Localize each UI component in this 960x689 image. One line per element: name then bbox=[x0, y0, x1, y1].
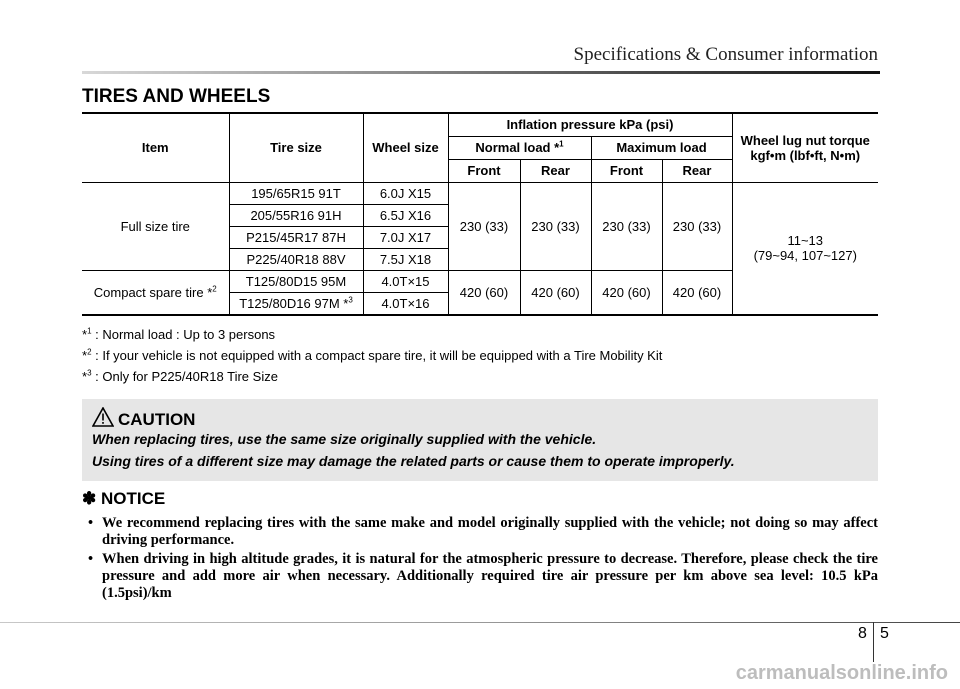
torque-value-line2: (79~94, 107~127) bbox=[753, 248, 857, 264]
full-size-label: Full size tire bbox=[82, 182, 229, 270]
full-max-front: 230 (33) bbox=[591, 182, 662, 270]
caution-header bbox=[92, 407, 195, 432]
wheel-size-cell: 4.0T×16 bbox=[363, 293, 448, 315]
warning-triangle-icon bbox=[92, 407, 114, 432]
section-title: TIRES AND WHEELS bbox=[82, 86, 271, 107]
footnotes bbox=[82, 324, 662, 387]
lug-torque-line2: kgf•m (lbf•ft, N•m) bbox=[750, 147, 861, 163]
tires-wheels-table bbox=[82, 112, 878, 316]
tire-size-cell: T125/80D15 95M bbox=[229, 271, 363, 293]
lug-torque-value bbox=[732, 182, 878, 315]
footer-rule bbox=[0, 622, 960, 623]
col-header-normal-front: Front bbox=[448, 159, 520, 182]
col-header-inflation: Inflation pressure kPa (psi) bbox=[448, 113, 732, 136]
table-row bbox=[82, 182, 878, 204]
wheel-size-cell: 7.0J X17 bbox=[363, 227, 448, 249]
notice-item: • We recommend replacing tires with the same make and model originally supplied with the vehicle; not doing so may affect driving performance. bbox=[88, 515, 878, 548]
col-header-item: Item bbox=[82, 113, 229, 182]
col-header-max-rear: Rear bbox=[662, 159, 732, 182]
spare-normal-front: 420 (60) bbox=[448, 271, 520, 315]
full-normal-front: 230 (33) bbox=[448, 182, 520, 270]
footnote-mark-2: 2 bbox=[212, 284, 217, 294]
tire-size-cell: P225/40R18 88V bbox=[229, 249, 363, 271]
page-number-divider bbox=[873, 622, 874, 662]
tire-size-cell: T125/80D16 97M *$^3$ bbox=[229, 293, 363, 315]
full-normal-rear: 230 (33) bbox=[520, 182, 591, 270]
col-header-lug-torque bbox=[732, 113, 878, 182]
notice-list bbox=[82, 515, 878, 604]
compact-spare-label: Compact spare tire *$^2$ bbox=[82, 271, 229, 315]
col-header-normal-load: Normal load *$^1$ bbox=[448, 136, 591, 159]
full-max-rear: 230 (33) bbox=[662, 182, 732, 270]
footnote-mark-3: 3 bbox=[348, 295, 353, 305]
footnote-1: *$^1$ : Normal load : Up to 3 persons bbox=[82, 326, 276, 342]
caution-line-2: Using tires of a different size may damage the related parts or cause them to operate improperly. bbox=[92, 453, 735, 469]
bullet-icon: • bbox=[88, 551, 94, 567]
page-number: 5 bbox=[880, 625, 889, 642]
col-header-tire-size: Tire size bbox=[229, 113, 363, 182]
lug-torque-line1: Wheel lug nut torque bbox=[740, 132, 870, 148]
caution-box bbox=[82, 399, 878, 481]
bullet-icon: • bbox=[88, 515, 94, 531]
wheel-size-cell: 6.0J X15 bbox=[363, 182, 448, 204]
notice-item: • When driving in high altitude grades, it is natural for the atmospheric pressure to decrease. Therefore, please check the tire pressure and add more air when necessary. Additionally required tire air pressure per km above sea level: 10.5 kPa (1.5psi)/km bbox=[88, 551, 878, 601]
footnote-mark-1: 1 bbox=[559, 139, 564, 149]
spare-max-front: 420 (60) bbox=[591, 271, 662, 315]
chapter-number: 8 bbox=[858, 625, 867, 642]
col-header-max-front: Front bbox=[591, 159, 662, 182]
wheel-size-cell: 4.0T×15 bbox=[363, 271, 448, 293]
tire-size-cell: 205/55R16 91H bbox=[229, 204, 363, 226]
caution-line-1: When replacing tires, use the same size originally supplied with the vehicle. bbox=[92, 431, 597, 447]
col-header-normal-rear: Rear bbox=[520, 159, 591, 182]
footnote-2: *$^2$ : If your vehicle is not equipped with a compact spare tire, it will be equipped with a Tire Mobility Kit bbox=[82, 347, 663, 363]
tire-size-cell: P215/45R17 87H bbox=[229, 227, 363, 249]
header-rule bbox=[82, 71, 880, 74]
col-header-maximum-load: Maximum load bbox=[591, 136, 732, 159]
caution-title: CAUTION bbox=[118, 409, 196, 429]
wheel-size-cell: 7.5J X18 bbox=[363, 249, 448, 271]
watermark: carmanualsonline.info bbox=[735, 662, 948, 684]
col-header-wheel-size: Wheel size bbox=[363, 113, 448, 182]
footnote-3: *$^3$ : Only for P225/40R18 Tire Size bbox=[82, 368, 278, 384]
wheel-size-cell: 6.5J X16 bbox=[363, 204, 448, 226]
tire-size-cell: 195/65R15 91T bbox=[229, 182, 363, 204]
spare-max-rear: 420 (60) bbox=[662, 271, 732, 315]
torque-value-line1: 11~13 bbox=[787, 233, 824, 249]
header-title: Specifications & Consumer information bbox=[573, 44, 878, 65]
spare-normal-rear: 420 (60) bbox=[520, 271, 591, 315]
notice-title: ✽ NOTICE bbox=[82, 489, 166, 508]
